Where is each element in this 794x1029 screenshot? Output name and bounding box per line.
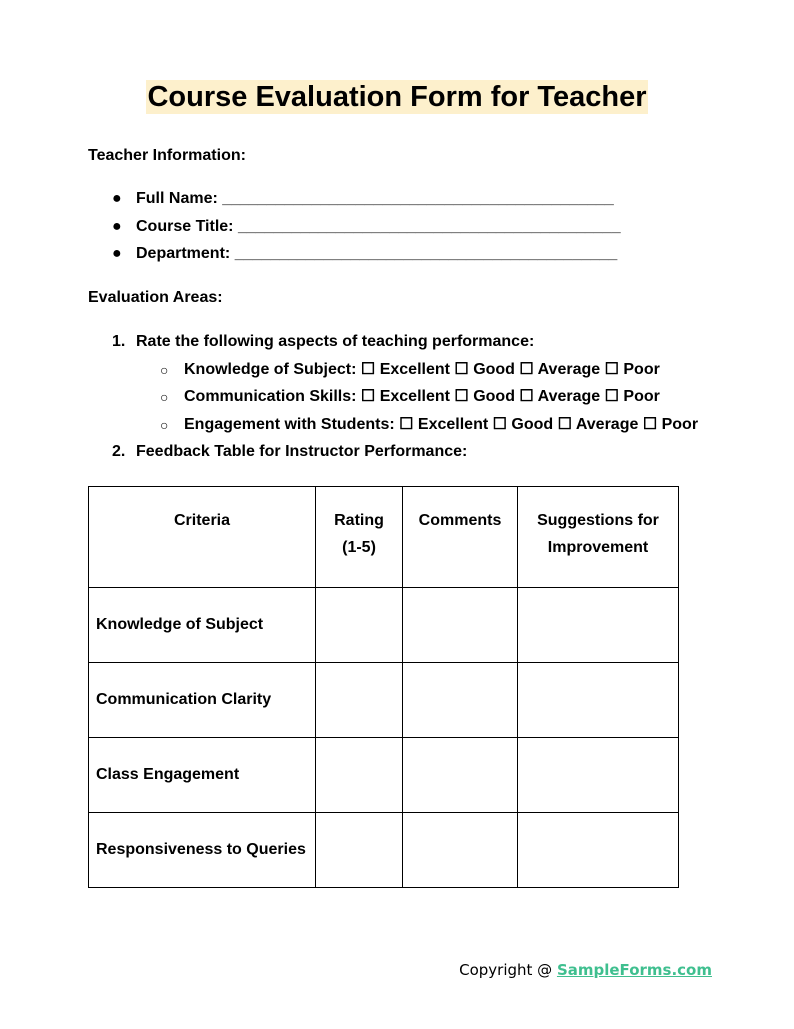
suggestions-cell[interactable] [518,663,679,738]
table-row [89,738,679,813]
brand-link[interactable]: SampleForms.com [556,961,712,979]
rating-cell[interactable] [316,813,403,888]
rating-options[interactable]: ☐ Excellent ☐ Good ☐ Average ☐ Poor [360,360,660,378]
suggestions-cell[interactable] [518,588,679,663]
rating-cell[interactable] [316,588,403,663]
circle-bullet-icon: ○ [160,416,169,433]
criteria-cell: Class Engagement [89,738,316,813]
header-criteria: Criteria [89,487,316,588]
suggestions-cell[interactable] [518,813,679,888]
field-department[interactable]: ● Department: ___________________________________________ [112,243,621,271]
feedback-table [88,486,679,888]
page-title: Course Evaluation Form for Teacher [147,81,647,113]
comments-cell[interactable] [403,588,518,663]
circle-bullet-icon: ○ [160,361,169,378]
teacher-info-heading: Teacher Information: [88,147,246,164]
header-suggestions: Suggestions for Improvement [518,487,679,588]
comments-cell[interactable] [403,813,518,888]
bullet-icon: ● [112,217,122,235]
header-comments: Comments [403,487,518,588]
table-row [89,813,679,888]
table-row [89,588,679,663]
title-wrap [0,80,794,114]
field-full-name[interactable]: ● Full Name: ____________________________________________ [112,188,621,216]
course-title-line[interactable]: ___________________________________________ [237,217,621,235]
bullet-icon: ● [112,190,122,207]
teacher-info-list [112,188,621,271]
suggestions-cell[interactable] [518,738,679,813]
bullet-icon: ● [112,245,122,262]
department-line[interactable]: ___________________________________________ [234,245,618,262]
table-header-row [89,487,679,588]
evaluation-heading: Evaluation Areas: [88,289,223,306]
footer-copyright: Copyright @ SampleForms.com [459,961,712,979]
rating-options[interactable]: ☐ Excellent ☐ Good ☐ Average ☐ Poor [360,388,660,405]
comments-cell[interactable] [403,663,518,738]
criteria-cell: Knowledge of Subject [89,588,316,663]
circle-bullet-icon: ○ [160,389,169,405]
field-course-title[interactable]: ● Course Title: ___________________________________________ [112,216,621,244]
criteria-cell: Communication Clarity [89,663,316,738]
full-name-line[interactable]: ____________________________________________ [222,190,614,207]
criteria-cell: Responsiveness to Queries [89,813,316,888]
rating-cell[interactable] [316,738,403,813]
table-row [89,663,679,738]
header-rating: Rating (1-5) [316,487,403,588]
rating-options[interactable]: ☐ Excellent ☐ Good ☐ Average ☐ Poor [399,415,699,433]
comments-cell[interactable] [403,738,518,813]
rating-cell[interactable] [316,663,403,738]
